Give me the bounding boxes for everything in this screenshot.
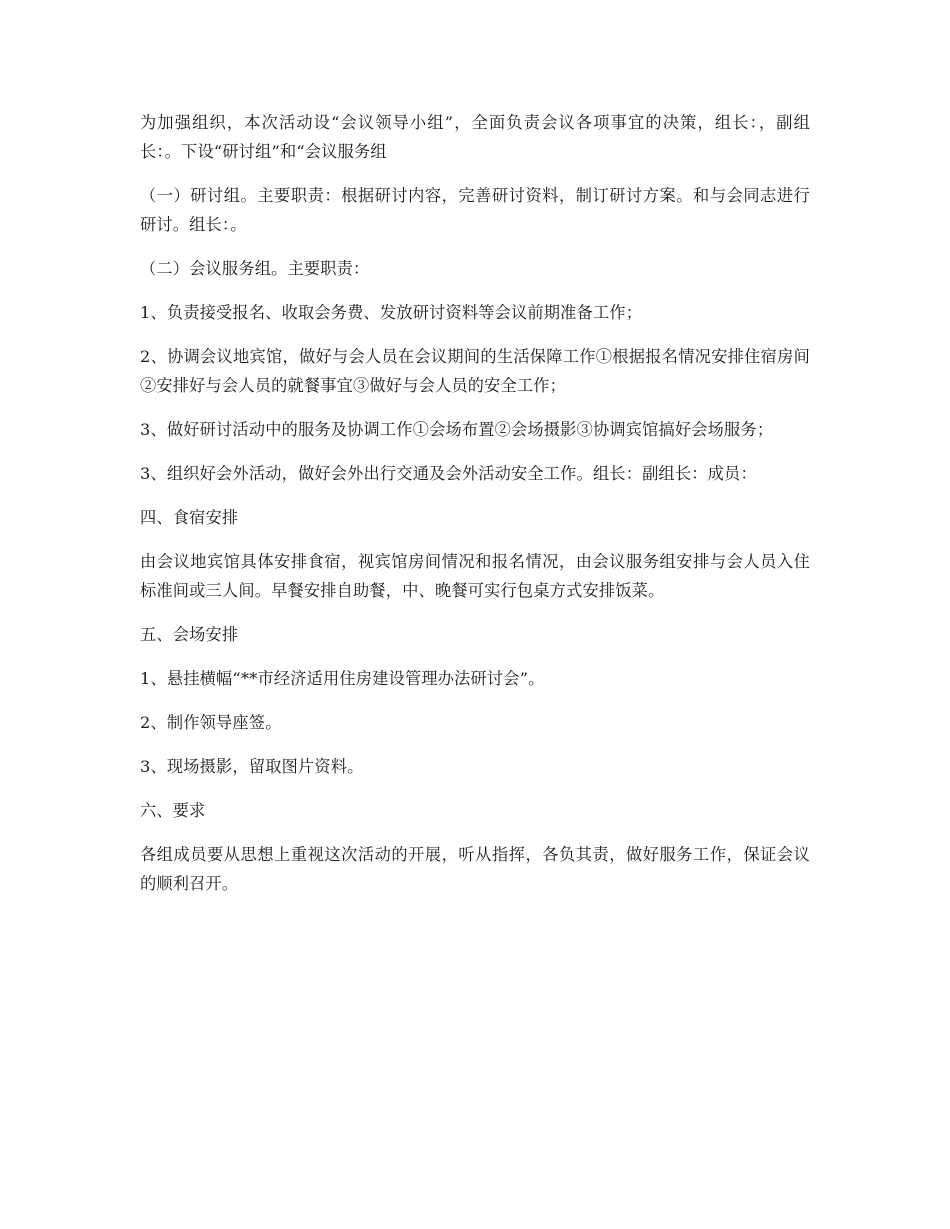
section-heading-requirements: 六、要求 <box>140 801 206 820</box>
paragraph-service-item-2: 2、协调会议地宾馆，做好与会人员在会议期间的生活保障工作①根据报名情况安排住宿房间②安排好与会人员的就餐事宜③做好与会人员的安全工作； <box>140 347 810 395</box>
paragraph-service-item-1: 1、负责接受报名、收取会务费、发放研讨资料等会议前期准备工作； <box>140 303 643 322</box>
section-heading-accommodation: 四、食宿安排 <box>140 508 239 527</box>
paragraph-requirements: 各组成员要从思想上重视这次活动的开展，听从指挥，各负其责，做好服务工作，保证会议的顺利召开。 <box>140 845 810 893</box>
paragraph-research-group: （一）研讨组。主要职责：根据研讨内容，完善研讨资料，制订研讨方案。和与会同志进行研讨。组长：。 <box>140 186 810 234</box>
section-heading-venue: 五、会场安排 <box>140 625 239 644</box>
paragraph-accommodation: 由会议地宾馆具体安排食宿，视宾馆房间情况和报名情况，由会议服务组安排与会人员入住标准间或三人间。早餐安排自助餐，中、晚餐可实行包桌方式安排饭菜。 <box>140 552 810 600</box>
paragraph-service-group: （二）会议服务组。主要职责： <box>140 259 370 278</box>
paragraph-service-item-3: 3、做好研讨活动中的服务及协调工作①会场布置②会场摄影③协调宾馆搞好会场服务； <box>140 420 774 439</box>
paragraph-venue-item-3: 3、现场摄影，留取图片资料。 <box>140 757 364 776</box>
document-body <box>140 108 810 913</box>
paragraph-venue-item-1: 1、悬挂横幅“**市经济适用住房建设管理办法研讨会”。 <box>140 669 545 688</box>
paragraph-leadership-group: 为加强组织，本次活动设“会议领导小组”，全面负责会议各项事宜的决策，组长：，副组长：。下设“研讨组”和“会议服务组 <box>140 113 810 161</box>
paragraph-venue-item-2: 2、制作领导座签。 <box>140 713 282 732</box>
paragraph-service-item-3b: 3、组织好会外活动，做好会外出行交通及会外活动安全工作。组长：副组长：成员： <box>140 464 757 483</box>
